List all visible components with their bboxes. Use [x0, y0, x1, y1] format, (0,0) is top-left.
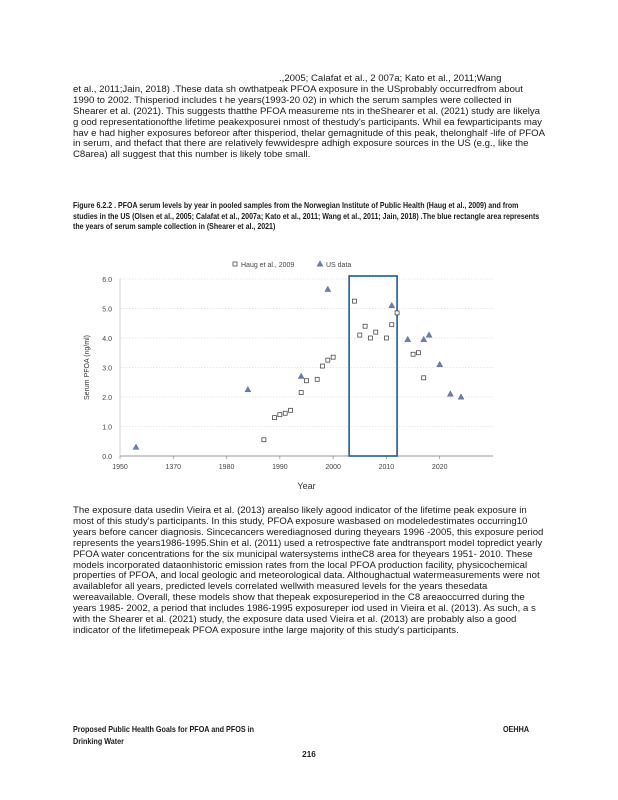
haug-data-point	[331, 355, 335, 359]
y-tick-label: 3.0	[102, 365, 112, 373]
us-data-point	[421, 336, 427, 341]
paragraph-1-body: et al., 2011;Jain, 2018) .These data sh owthatpeak PFOA exposure in the USprobably occurredfrom about 1990 to 2002. Thisperiod includes t he years(1993-20 02) in which the serum samples were collected in Shearer et al. (2021). This suggests thatthe PFOA measureme nts in theShearer et al. (2021) study are likelya g ood representationofthe lifetime peakexposurei nmost of thestudy's participants. Whil ea fewparticipants may hav e had higher exposures beforeor after thisperiod, thelar gemagnitude of this peak, thelonghalf -life of PFOA in serum, and thefact that there are relatively fewwidespre adhigh exposure sources in the US (e.g., like the C8area) all suggest that this number is likely tobe small.	[73, 83, 545, 161]
chart-legend	[233, 261, 351, 269]
haug-data-point	[283, 411, 287, 415]
chart-marks	[133, 276, 464, 456]
haug-data-point	[368, 336, 372, 340]
haug-data-point	[395, 311, 399, 315]
haug-data-point	[326, 358, 330, 362]
footer-agency: OEHHA	[503, 725, 530, 734]
haug-data-point	[352, 299, 356, 303]
y-tick-label: 2.0	[102, 395, 112, 402]
us-data-point	[437, 361, 443, 366]
haug-data-point	[299, 391, 303, 395]
x-tick-label: 1950	[112, 464, 128, 471]
us-data-point	[426, 332, 432, 337]
haug-data-point	[273, 416, 277, 420]
haug-data-point	[411, 352, 415, 356]
paragraph-1-first-line: .,2005; Calafat et al., 2 007a; Kato et al., 2011;Wang	[279, 73, 502, 84]
us-data-point	[298, 373, 304, 378]
haug-data-point	[358, 333, 362, 337]
paragraph-1	[73, 74, 545, 161]
haug-data-point	[374, 330, 378, 334]
haug-data-point	[363, 324, 367, 328]
x-tick-label: 1990	[272, 464, 288, 471]
legend-square-marker	[233, 262, 237, 266]
paragraph-2: The exposure data usedin Vieira et al. (2013) arealso likely agood indicator of the lifetime peak exposure in most of this study's participants. In this study, PFOA exposure wasbased on modeledestimates occurring10 years before cancer diagnosis. Sincecancers werediagnosed during theyears 1996 -2005, this exposure period represents the years1986-1995.Shin et al. (2011) used a retrospective fate andtransport model topredict yearly PFOA water concentrations for the six municipal watersystems intheC8 area for theyears 1951- 2010. These models incorporated dataonhistoric emission rates from the local PFOA production facility, physicochemical properties of PFOA, and local geologic and meteorological data. Althoughactual watermeasurements were not availablefor all years, predicted levels correlated wellwith measured levels for the years thesedata wereavailable. Overall, these models show that thepeak exposureperiod in the C8 areaoccurred during the years 1985- 2002, a period that includes 1986-1995 exposureper iod used in Vieira et al. (2013). As such, a s with the Shearer et al. (2021) study, the exposure data used Vieira et al. (2013) are probably also a good indicator of the lifetimepeak PFOA exposure inthe large majority of this study's participants.	[73, 505, 544, 636]
x-axis-label: Year	[297, 481, 316, 491]
x-tick-label: 1980	[218, 464, 235, 471]
y-tick-label: 1.0	[102, 424, 112, 432]
us-data-point	[245, 386, 251, 391]
x-tick-label: 2020	[431, 464, 448, 471]
haug-data-point	[289, 408, 293, 412]
footer-document-title: Proposed Public Health Goals for PFOA and PFOS in Drinking Water	[73, 725, 255, 746]
y-tick-label: 0.0	[102, 454, 112, 461]
scatter-chart	[73, 254, 543, 494]
haug-data-point	[278, 413, 282, 417]
x-tick-label: 2000	[325, 464, 341, 471]
haug-data-point	[390, 323, 394, 327]
y-axis-label: Serum PFOA (ng/ml)	[84, 335, 91, 400]
haug-data-point	[305, 379, 309, 383]
haug-data-point	[320, 364, 324, 368]
y-tick-label: 5.0	[102, 306, 112, 314]
haug-data-point	[384, 336, 388, 340]
haug-data-point	[262, 438, 266, 442]
us-data-point	[405, 336, 411, 341]
haug-data-point	[315, 377, 319, 381]
y-tick-label: 6.0	[102, 277, 112, 284]
chart-axes	[84, 277, 493, 491]
haug-data-point	[422, 376, 426, 380]
us-data-point	[447, 391, 453, 396]
us-data-point	[133, 444, 139, 449]
us-data-point	[389, 302, 395, 307]
legend-triangle-marker	[317, 261, 323, 266]
us-data-point	[325, 286, 331, 291]
page-number: 216	[302, 750, 316, 759]
x-tick-label: 2010	[378, 464, 395, 471]
x-tick-label: 1370	[165, 464, 182, 471]
legend-label-us: US data	[326, 262, 352, 269]
haug-data-point	[416, 351, 420, 355]
us-data-point	[458, 394, 464, 399]
figure-caption: Figure 6.2.2 . PFOA serum levels by year in pooled samples from the Norwegian Institute of Public Health (Haug et al., 2009) and from studies in the US (Olsen et al., 2005; Calafat et al., 2007a; Kato et al., 2011; Wang et al., 2011; Jain, 2018) .The blue rectangle area represents the years of serum sample collection in (Shearer et al., 2021)	[73, 201, 540, 232]
legend-label-haug: Haug et al., 2009	[241, 262, 295, 269]
y-tick-label: 4.0	[102, 336, 112, 343]
